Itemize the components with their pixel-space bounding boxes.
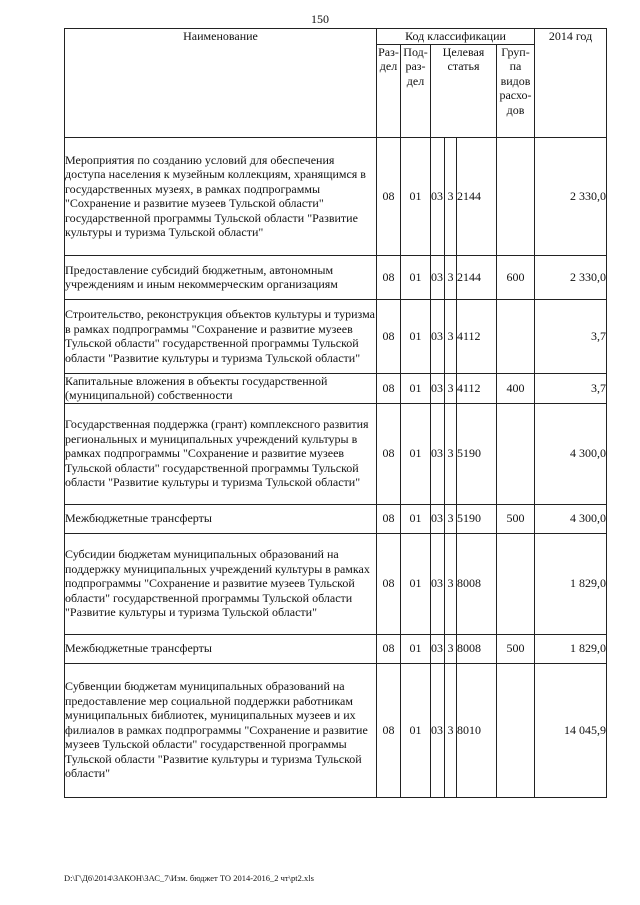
row-target-item: 5190 <box>457 403 497 504</box>
row-name: Строительство, реконструкция объектов культуры и туризма в рамках подпрограммы "Сохранение и развитие музеев Тульской области" государственной программы Тульской области "Развитие культуры и туризма Тульской области" <box>65 299 377 373</box>
row-amount: 2 330,0 <box>535 255 607 299</box>
table-row <box>65 533 607 634</box>
row-target-program: 03 <box>431 137 445 255</box>
row-name: Мероприятия по созданию условий для обеспечения доступа населения к музейным коллекциям, хранящимся в государственных музеях, в рамках подпрограммы "Сохранение и развитие музеев Тульской области" государственной программы Тульской области "Развитие культуры и туризма Тульской области" <box>65 137 377 255</box>
row-amount: 4 300,0 <box>535 403 607 504</box>
row-target-item: 8010 <box>457 663 497 797</box>
row-razdel: 08 <box>377 634 401 663</box>
row-name: Государственная поддержка (грант) комплексного развития региональных и муниципальных учреждений культуры в рамках подпрограммы "Сохранение и развитие музеев Тульской области" государственной программы Тульской области "Развитие культуры и туризма Тульской области" <box>65 403 377 504</box>
row-name: Субсидии бюджетам муниципальных образований на поддержку муниципальных учреждений культуры в рамках подпрограммы "Сохранение и развитие музеев Тульской области" государственной программы Тульской области "Развитие культуры и туризма Тульской области" <box>65 533 377 634</box>
row-target-program: 03 <box>431 634 445 663</box>
row-expense-group <box>497 663 535 797</box>
row-amount: 3,7 <box>535 373 607 403</box>
row-name: Капитальные вложения в объекты государственной (муниципальной) собственности <box>65 373 377 403</box>
table-row <box>65 634 607 663</box>
row-target-program: 03 <box>431 403 445 504</box>
row-target-program: 03 <box>431 255 445 299</box>
row-target-subprogram: 3 <box>445 255 457 299</box>
row-amount: 1 829,0 <box>535 533 607 634</box>
row-razdel: 08 <box>377 504 401 533</box>
row-expense-group: 500 <box>497 504 535 533</box>
row-podrazdel: 01 <box>401 504 431 533</box>
table-row <box>65 663 607 797</box>
row-target-subprogram: 3 <box>445 504 457 533</box>
row-target-program: 03 <box>431 533 445 634</box>
header-year: 2014 год <box>535 29 607 138</box>
row-target-program: 03 <box>431 504 445 533</box>
row-expense-group: 600 <box>497 255 535 299</box>
row-amount: 3,7 <box>535 299 607 373</box>
row-razdel: 08 <box>377 533 401 634</box>
row-name: Субвенции бюджетам муниципальных образований на предоставление мер социальной поддержки работникам муниципальных библиотек, муниципальных музеев и их филиалов в рамках подпрограммы "Сохранение и развитие музеев Тульской области" государственной программы Тульской области "Развитие культуры и туризма Тульской области" <box>65 663 377 797</box>
table-row <box>65 137 607 255</box>
row-target-subprogram: 3 <box>445 299 457 373</box>
row-target-subprogram: 3 <box>445 663 457 797</box>
row-expense-group <box>497 299 535 373</box>
header-podrazdel: Под- раз- дел <box>401 44 431 137</box>
row-amount: 2 330,0 <box>535 137 607 255</box>
row-expense-group <box>497 403 535 504</box>
row-target-program: 03 <box>431 373 445 403</box>
header-target: Целевая статья <box>431 44 497 137</box>
row-target-item: 8008 <box>457 533 497 634</box>
row-amount: 14 045,9 <box>535 663 607 797</box>
row-target-item: 5190 <box>457 504 497 533</box>
row-razdel: 08 <box>377 255 401 299</box>
row-podrazdel: 01 <box>401 137 431 255</box>
table-row <box>65 373 607 403</box>
row-razdel: 08 <box>377 299 401 373</box>
page-number: 150 <box>311 12 329 26</box>
row-podrazdel: 01 <box>401 299 431 373</box>
row-podrazdel: 01 <box>401 663 431 797</box>
header-group: Груп- па видов расхо- дов <box>497 44 535 137</box>
row-expense-group: 400 <box>497 373 535 403</box>
row-podrazdel: 01 <box>401 403 431 504</box>
row-target-subprogram: 3 <box>445 533 457 634</box>
row-razdel: 08 <box>377 373 401 403</box>
table-body <box>65 137 607 797</box>
row-razdel: 08 <box>377 663 401 797</box>
header-name: Наименование <box>65 29 377 138</box>
row-amount: 1 829,0 <box>535 634 607 663</box>
row-target-item: 4112 <box>457 299 497 373</box>
row-podrazdel: 01 <box>401 634 431 663</box>
row-target-subprogram: 3 <box>445 403 457 504</box>
row-podrazdel: 01 <box>401 533 431 634</box>
row-name: Предоставление субсидий бюджетным, автономным учреждениям и иным некоммерческим организациям <box>65 255 377 299</box>
file-path-footer: D:\Г\Д6\2014\ЗАКОН\ЗАС_7\Изм. бюджет ТО 2014-2016_2 чт\pt2.xls <box>64 873 314 883</box>
table-row <box>65 299 607 373</box>
header-code-group: Код классификации <box>377 29 535 45</box>
row-expense-group <box>497 137 535 255</box>
table-row <box>65 255 607 299</box>
header-razdel: Раз- дел <box>377 44 401 137</box>
row-expense-group <box>497 533 535 634</box>
table-row <box>65 403 607 504</box>
row-target-program: 03 <box>431 663 445 797</box>
row-target-subprogram: 3 <box>445 634 457 663</box>
row-target-item: 8008 <box>457 634 497 663</box>
row-expense-group: 500 <box>497 634 535 663</box>
budget-table <box>64 28 607 798</box>
table-row <box>65 504 607 533</box>
row-target-subprogram: 3 <box>445 373 457 403</box>
row-target-item: 2144 <box>457 255 497 299</box>
row-razdel: 08 <box>377 403 401 504</box>
row-podrazdel: 01 <box>401 255 431 299</box>
row-target-item: 4112 <box>457 373 497 403</box>
row-target-subprogram: 3 <box>445 137 457 255</box>
row-name: Межбюджетные трансферты <box>65 634 377 663</box>
row-razdel: 08 <box>377 137 401 255</box>
row-amount: 4 300,0 <box>535 504 607 533</box>
row-target-item: 2144 <box>457 137 497 255</box>
row-podrazdel: 01 <box>401 373 431 403</box>
header-row-1 <box>65 29 607 45</box>
row-name: Межбюджетные трансферты <box>65 504 377 533</box>
row-target-program: 03 <box>431 299 445 373</box>
